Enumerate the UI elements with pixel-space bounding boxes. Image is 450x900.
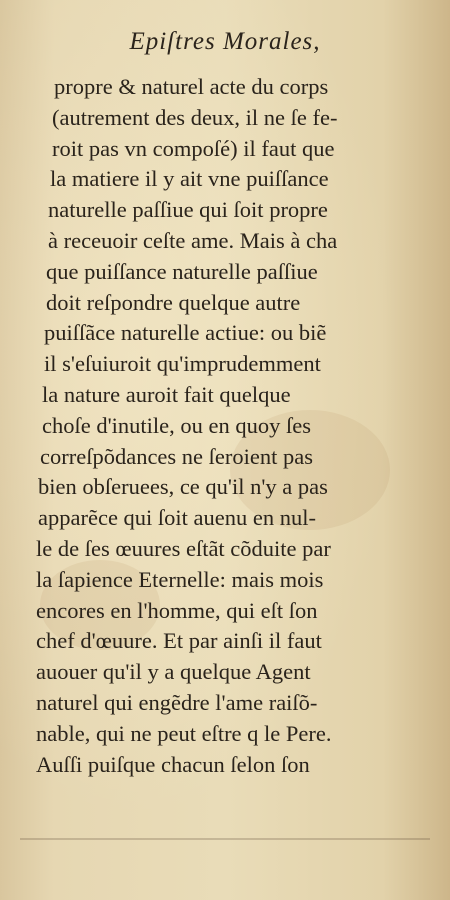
body-text bbox=[34, 72, 434, 780]
text-line: naturelle paſſiue qui ſoit propre bbox=[48, 197, 328, 223]
text-line: à receuoir ceſte ame. Mais à cha bbox=[48, 227, 338, 253]
text-line: naturel qui engẽdre l'ame raiſõ- bbox=[36, 689, 318, 715]
text-line: encores en l'homme, qui eſt ſon bbox=[36, 597, 318, 623]
page-bottom-edge bbox=[20, 838, 430, 840]
text-line: il s'eſuiuroit qu'imprudemment bbox=[44, 351, 321, 377]
text-line: la matiere il y ait vne puiſſance bbox=[50, 166, 329, 192]
text-line: que puiſſance naturelle paſſiue bbox=[46, 258, 318, 284]
text-line: chef d'œuure. Et par ainſi il faut bbox=[36, 628, 322, 654]
text-line: (autrement des deux, il ne ſe fe- bbox=[52, 104, 338, 130]
text-line: le de ſes œuures eſtãt cõduite par bbox=[36, 535, 331, 561]
text-line: auouer qu'il y a quelque Agent bbox=[36, 659, 311, 685]
text-line: correſpõdances ne ſeroient pas bbox=[40, 443, 313, 469]
text-line: la nature auroit fait quelque bbox=[42, 381, 291, 407]
running-head: Epiſtres Morales, bbox=[129, 28, 321, 55]
text-line: bien obſeruees, ce qu'il n'y a pas bbox=[38, 474, 328, 500]
text-line: roit pas vn compoſé) il faut que bbox=[52, 135, 335, 161]
text-line: Auſſi puiſque chacun ſelon ſon bbox=[36, 751, 310, 777]
text-line: choſe d'inutile, ou en quoy ſes bbox=[42, 412, 312, 438]
text-line: nable, qui ne peut eſtre q le Pere. bbox=[36, 720, 332, 746]
text-line: doit reſpondre quelque autre bbox=[46, 289, 301, 315]
text-line: puiſſãce naturelle actiue: ou biẽ bbox=[44, 320, 327, 346]
text-line: apparẽce qui ſoit auenu en nul- bbox=[38, 505, 317, 531]
text-line: la ſapience Eternelle: mais mois bbox=[36, 566, 324, 592]
text-line: propre & naturel acte du corps bbox=[54, 74, 329, 99]
